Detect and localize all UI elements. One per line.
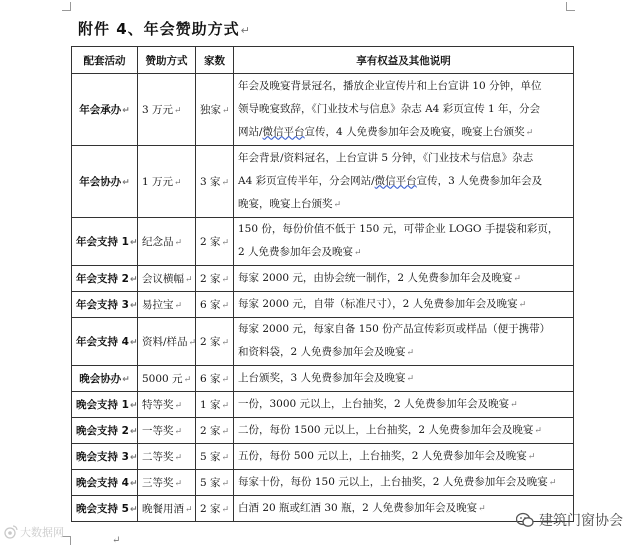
- activity-cell: 晚会支持 4↵: [72, 470, 138, 496]
- table-row: [72, 392, 574, 418]
- activity-cell: 年会支持 1↵: [72, 218, 138, 266]
- amount-cell: 会议横幅↵: [138, 266, 196, 292]
- activity-cell: 晚会支持 1↵: [72, 392, 138, 418]
- amount-cell: 一等奖↵: [138, 418, 196, 444]
- table-row: [72, 470, 574, 496]
- benefit-cell: [234, 266, 574, 292]
- document-title: 附件 4、年会赞助方式↵: [78, 20, 251, 38]
- header-benefits: 享有权益及其他说明: [234, 47, 574, 74]
- benefit-line: 每家 2000 元，由协会统一制作，2 人免费参加年会及晚宴↵: [238, 271, 521, 284]
- count-cell: 2 家↵: [196, 496, 234, 522]
- activity-cell: 晚会协办↵: [72, 366, 138, 392]
- amount-cell: 5000 元↵: [138, 366, 196, 392]
- amount-cell: 3 万元↵: [138, 74, 196, 146]
- benefit-cell: [234, 444, 574, 470]
- benefit-line: 每家十份，每份 150 元以上，上台抽奖，2 人免费参加年会及晚宴↵: [238, 475, 557, 488]
- count-cell: 2 家↵: [196, 266, 234, 292]
- benefit-cell: [234, 218, 574, 266]
- activity-cell: 晚会支持 3↵: [72, 444, 138, 470]
- table-row: [72, 318, 574, 366]
- benefit-line: 白酒 20 瓶或红酒 30 瓶，2 人免费参加年会及晚宴↵: [238, 501, 486, 514]
- weibo-icon: [4, 525, 18, 539]
- sponsorship-table: [71, 46, 574, 522]
- benefit-line: 2 人免费参加年会及晚宴↵: [238, 246, 362, 258]
- activity-cell: 晚会支持 2↵: [72, 418, 138, 444]
- margin-corner-mark: [62, 2, 71, 11]
- amount-cell: 纪念品↵: [138, 218, 196, 266]
- header-activity: 配套活动: [72, 47, 138, 74]
- amount-cell: 二等奖↵: [138, 444, 196, 470]
- wechat-icon: [516, 512, 534, 528]
- activity-cell: 晚会支持 5↵: [72, 496, 138, 522]
- amount-cell: 晚餐用酒↵: [138, 496, 196, 522]
- count-cell: 6 家↵: [196, 292, 234, 318]
- table-row: [72, 444, 574, 470]
- benefit-line: 150 份，每份价值不低于 150 元，可带企业 LOGO 手提袋和彩页，: [238, 223, 559, 235]
- benefit-line: 每家 2000 元，每家自备 150 份产品宣传彩页或样品（便于携带）: [238, 323, 551, 335]
- benefit-line: 五份，每份 500 元以上，上台抽奖，2 人免费参加年会及晚宴↵: [238, 449, 536, 462]
- amount-cell: 资料/样品↵: [138, 318, 196, 366]
- benefit-line: 上台颁奖，3 人免费参加年会及晚宴↵: [238, 371, 415, 384]
- table-row: [72, 418, 574, 444]
- table-row: [72, 496, 574, 522]
- benefit-cell: [234, 366, 574, 392]
- table-row: [72, 218, 574, 266]
- count-cell: 2 家↵: [196, 218, 234, 266]
- amount-cell: 特等奖↵: [138, 392, 196, 418]
- table-header-row: [72, 47, 574, 74]
- table-row: [72, 292, 574, 318]
- benefit-line: 和资料袋，2 人免费参加年会及晚宴↵: [238, 346, 415, 358]
- table-row: [72, 74, 574, 146]
- benefit-line: 晚宴，晚宴上台颁奖↵: [238, 197, 342, 210]
- benefit-cell: [234, 392, 574, 418]
- benefit-cell: [234, 74, 574, 146]
- amount-cell: 三等奖↵: [138, 470, 196, 496]
- count-cell: 2 家↵: [196, 418, 234, 444]
- paragraph-mark: ↵: [112, 535, 121, 546]
- benefit-line: 年会背景/资料冠名，上台宣讲 5 分钟，《门业技术与信息》杂志: [238, 151, 534, 164]
- count-cell: 6 家↵: [196, 366, 234, 392]
- header-method: 赞助方式: [138, 47, 196, 74]
- header-count: 家数: [196, 47, 234, 74]
- benefit-line: 网站/微信平台宣传，4 人免费参加年会及晚宴，晚宴上台颁奖↵: [238, 125, 534, 138]
- amount-cell: 易拉宝↵: [138, 292, 196, 318]
- benefit-cell: [234, 146, 574, 218]
- count-cell: 独家↵: [196, 74, 234, 146]
- benefit-cell: [234, 418, 574, 444]
- activity-cell: 年会承办↵: [72, 74, 138, 146]
- activity-cell: 年会协办↵: [72, 146, 138, 218]
- count-cell: 1 家↵: [196, 392, 234, 418]
- count-cell: 5 家↵: [196, 444, 234, 470]
- watermark-left: 大数据网: [4, 524, 64, 540]
- benefit-line: A4 彩页宣传半年，分会网站/微信平台宣传，3 人免费参加年会及: [238, 174, 543, 187]
- benefit-cell: [234, 470, 574, 496]
- benefit-line: 年会及晚宴背景冠名，播放企业宣传片和上台宣讲 10 分钟，单位: [238, 79, 542, 92]
- benefit-cell: [234, 292, 574, 318]
- table-row: [72, 366, 574, 392]
- count-cell: 3 家↵: [196, 146, 234, 218]
- benefit-cell: [234, 318, 574, 366]
- activity-cell: 年会支持 4↵: [72, 318, 138, 366]
- activity-cell: 年会支持 2↵: [72, 266, 138, 292]
- amount-cell: 1 万元↵: [138, 146, 196, 218]
- table-row: [72, 266, 574, 292]
- activity-cell: 年会支持 3↵: [72, 292, 138, 318]
- benefit-line: 一份，3000 元以上，上台抽奖，2 人免费参加年会及晚宴↵: [238, 397, 518, 410]
- watermark-right: 建筑门窗协会: [516, 510, 623, 530]
- benefit-line: 二份，每份 1500 元以上，上台抽奖，2 人免费参加年会及晚宴↵: [238, 423, 542, 436]
- benefit-line: 领导晚宴致辞，《门业技术与信息》杂志 A4 彩页宣传 1 年，分会: [238, 102, 541, 115]
- margin-corner-mark: [566, 2, 575, 11]
- benefit-line: 每家 2000 元，自带（标准尺寸），2 人免费参加年会及晚宴↵: [238, 297, 527, 310]
- table-row: [72, 146, 574, 218]
- count-cell: 5 家↵: [196, 470, 234, 496]
- count-cell: 2 家↵: [196, 318, 234, 366]
